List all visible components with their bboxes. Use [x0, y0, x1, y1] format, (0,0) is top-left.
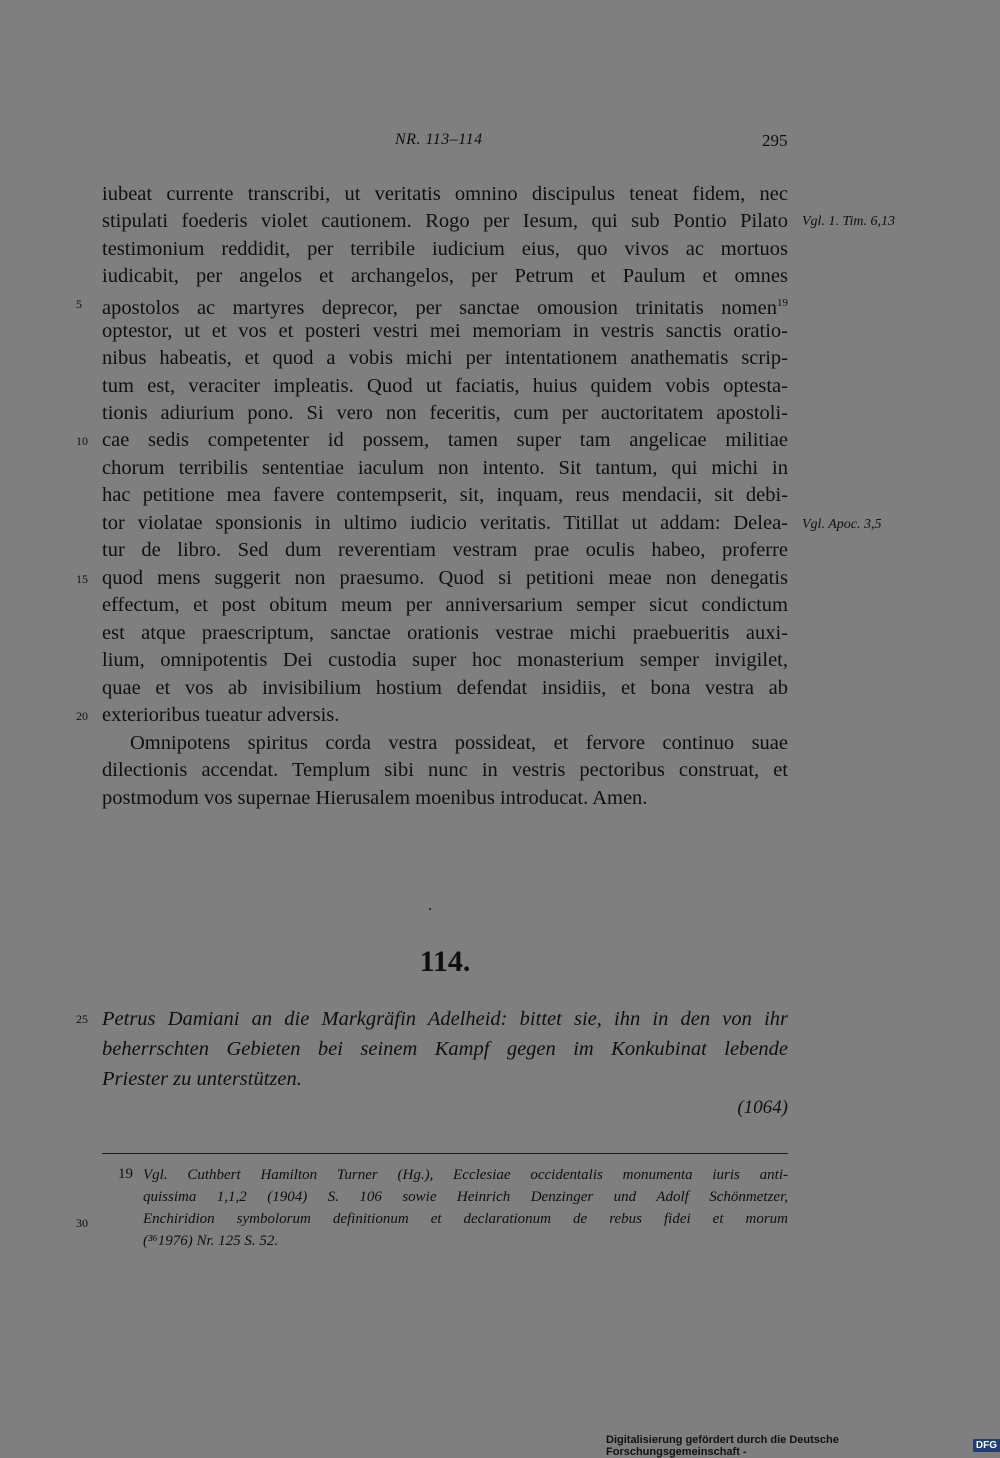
footnote-reference: 19 — [777, 297, 788, 309]
body-line: effectum, et post obitum meum per anniversarium semper sicut condictum — [102, 594, 788, 616]
regest-line: Petrus Damiani an die Markgräfin Adelheid: bittet sie, ihn in den von ihr — [102, 1008, 788, 1030]
body-line: hac petitione mea favere contempserit, sit, inquam, reus mendacii, sit debi- — [102, 484, 788, 506]
regest-line: beherrschten Gebieten bei seinem Kampf gegen im Konkubinat lebende — [102, 1038, 788, 1060]
footnote-rule — [102, 1153, 788, 1154]
body-line: testimonium reddidit, per terribile iudicium eius, quo vivos ac mortuos — [102, 238, 788, 260]
body-line: iubeat currente transcribi, ut veritatis omnino discipulus teneat fidem, nec — [102, 183, 788, 205]
body-line: tionis adiurium pono. Si vero non feceritis, cum per auctoritatem apostoli- — [102, 402, 788, 424]
page-number: 295 — [762, 131, 788, 150]
footnote-line: Enchiridion symbolorum definitionum et declarationum de rebus fidei et morum — [143, 1211, 788, 1227]
footnote-line: quissima 1,1,2 (1904) S. 106 sowie Heinrich Denzinger und Adolf Schönmetzer, — [143, 1189, 788, 1205]
funding-footer — [606, 1433, 1000, 1458]
running-head: NR. 113–114 — [395, 131, 483, 148]
body-line: est atque praescriptum, sanctae orationis vestrae michi praebueritis auxi- — [102, 622, 788, 644]
body-line: dilectionis accendat. Templum sibi nunc in vestris pectoribus construat, et — [102, 759, 788, 781]
body-line: quod mens suggerit non praesumo. Quod si petitioni meae non denegatis — [102, 567, 788, 589]
dfg-logo-icon: DFG — [973, 1439, 1000, 1452]
funding-note: Digitalisierung gefördert durch die Deutsche Forschungsgemeinschaft - — [606, 1433, 839, 1458]
line-number: 20 — [76, 709, 88, 723]
footnote-number: 19 — [118, 1166, 133, 1182]
body-line: nibus habeatis, et quod a vobis michi per intentationem anathematis scrip- — [102, 347, 788, 369]
body-line: optestor, ut et vos et posteri vestri mei memoriam in vestris sanctis oratio- — [102, 320, 788, 342]
line-number: 15 — [76, 572, 88, 586]
body-line: Omnipotens spiritus corda vestra possideat, et fervore continuo suae — [130, 732, 788, 754]
line-number: 10 — [76, 434, 88, 448]
body-line: quae et vos ab invisibilium hostium defendat insidiis, et bona vestra ab — [102, 677, 788, 699]
line-number: 25 — [76, 1012, 88, 1026]
body-line: exterioribus tueatur adversis. — [102, 704, 340, 726]
body-line: cae sedis competenter id possem, tamen super tam angelicae militiae — [102, 429, 788, 451]
margin-note: Vgl. 1. Tim. 6,13 — [802, 214, 895, 229]
body-line: chorum terribilis sententiae iaculum non intento. Sit tantum, qui michi in — [102, 457, 788, 479]
document-number: 114. — [419, 945, 471, 978]
scan-artifact — [429, 908, 431, 910]
line-number: 30 — [76, 1216, 88, 1230]
line-number: 5 — [76, 297, 82, 311]
body-line: tur de libro. Sed dum reverentiam vestram prae oculis habeo, proferre — [102, 539, 788, 561]
body-line: lium, omnipotentis Dei custodia super hoc monasterium semper invigilet, — [102, 649, 788, 671]
footnote-line: Vgl. Cuthbert Hamilton Turner (Hg.), Ecclesiae occidentalis monumenta iuris anti- — [143, 1167, 788, 1183]
body-line-text: apostolos ac martyres deprecor, per sanctae omousion trinitatis nomen — [102, 296, 777, 319]
margin-note: Vgl. Apoc. 3,5 — [802, 517, 882, 532]
body-line: stipulati foederis violet cautionem. Rogo per Iesum, qui sub Pontio Pilato — [102, 210, 788, 232]
regest-line: Priester zu unterstützen. — [102, 1068, 302, 1090]
body-line: tor violatae sponsionis in ultimo iudicio veritatis. Titillat ut addam: Delea- — [102, 512, 788, 534]
footnote-line: (³⁶1976) Nr. 125 S. 52. — [143, 1233, 279, 1249]
body-line: iudicabit, per angelos et archangelos, per Petrum et Paulum et omnes — [102, 265, 788, 287]
document-date: (1064) — [737, 1097, 788, 1118]
body-line: postmodum vos supernae Hierusalem moenibus introducat. Amen. — [102, 787, 648, 809]
body-line: tum est, veraciter impleatis. Quod ut faciatis, huius quidem vobis optesta- — [102, 375, 788, 397]
